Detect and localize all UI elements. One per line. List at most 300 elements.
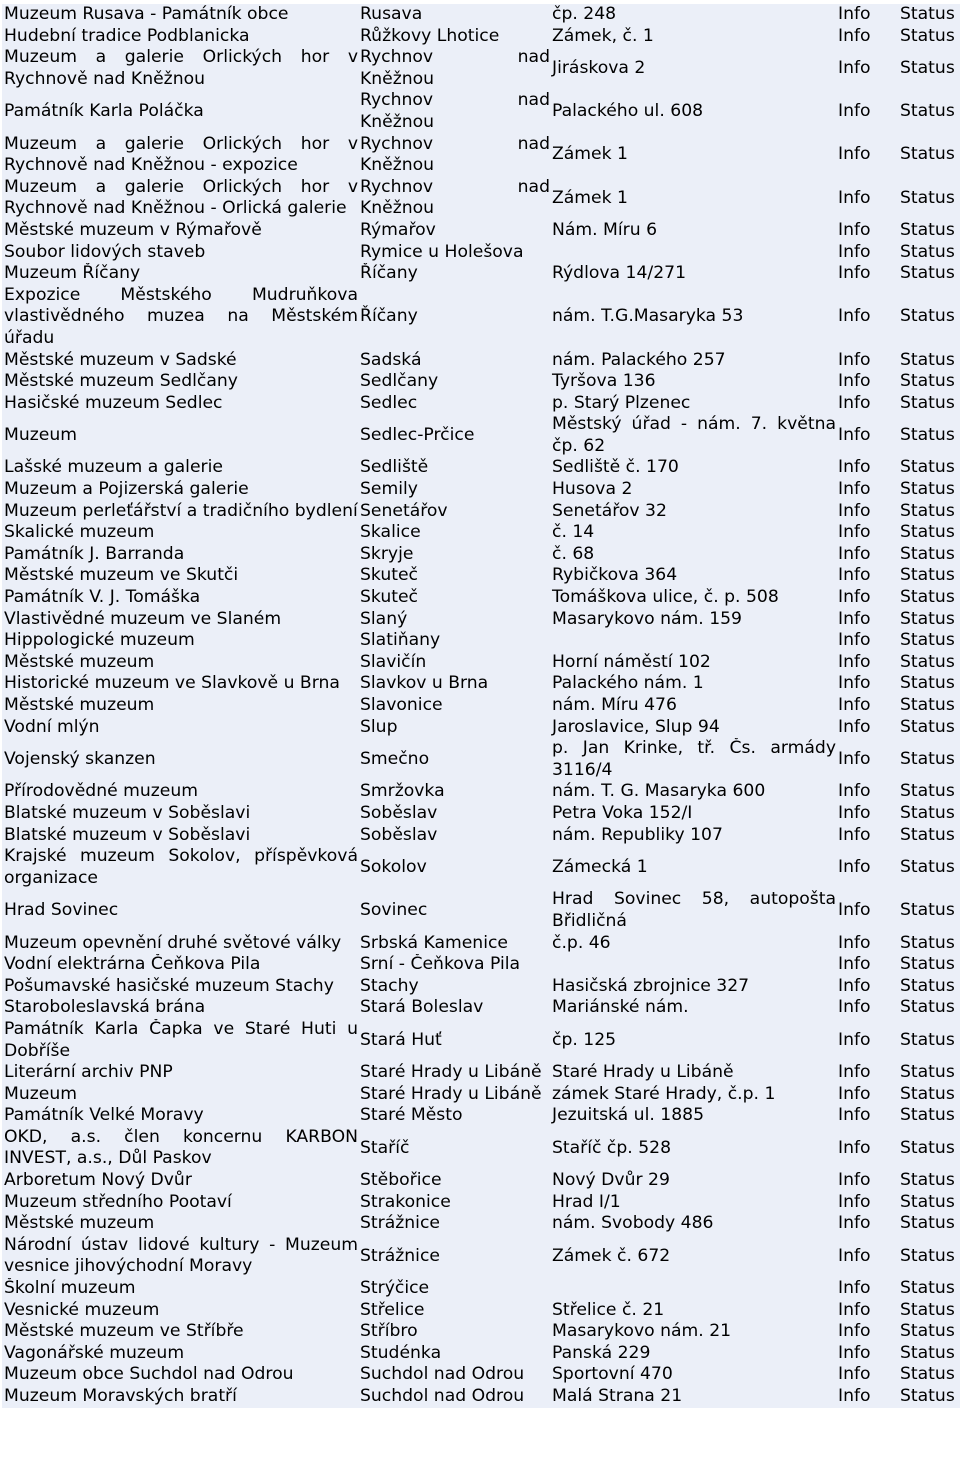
museum-city: Strýčice — [358, 1278, 550, 1300]
status-link[interactable]: Status — [898, 565, 960, 587]
status-link[interactable]: Status — [898, 1019, 960, 1062]
info-link[interactable]: Info — [836, 609, 898, 631]
status-link[interactable]: Status — [898, 717, 960, 739]
info-link[interactable]: Info — [836, 976, 898, 998]
table-row — [2, 889, 960, 932]
museum-name: Vagonářské muzeum — [2, 1343, 358, 1365]
museum-address: Malá Strana 21 — [550, 1386, 836, 1408]
museum-name: Literární archiv PNP — [2, 1062, 358, 1084]
museum-address: Zámecká 1 — [550, 846, 836, 889]
museum-name: Muzeum Říčany — [2, 263, 358, 285]
museum-address: Jiráskova 2 — [550, 47, 836, 90]
table-row — [2, 1170, 960, 1192]
status-link[interactable]: Status — [898, 522, 960, 544]
museum-city: Rymice u Holešova — [358, 242, 550, 264]
museum-address: Sportovní 470 — [550, 1364, 836, 1386]
museum-name: Muzeum Moravských bratří — [2, 1386, 358, 1408]
museum-city: Smržovka — [358, 781, 550, 803]
table-row — [2, 263, 960, 285]
museum-city: Slup — [358, 717, 550, 739]
museum-address: nám. Republiky 107 — [550, 825, 836, 847]
info-link[interactable]: Info — [836, 825, 898, 847]
museum-city: Říčany — [358, 263, 550, 285]
museum-city: Růžkovy Lhotice — [358, 26, 550, 48]
museum-address: Rýdlova 14/271 — [550, 263, 836, 285]
museum-address — [550, 242, 836, 264]
table-row — [2, 414, 960, 457]
info-link[interactable]: Info — [836, 1105, 898, 1127]
museum-name: Muzeum středního Pootaví — [2, 1192, 358, 1214]
museum-address: nám. Míru 476 — [550, 695, 836, 717]
info-link[interactable]: Info — [836, 781, 898, 803]
museum-address: Zámek 1 — [550, 177, 836, 220]
museum-address: Masarykovo nám. 21 — [550, 1321, 836, 1343]
museum-city: Sedlec — [358, 393, 550, 415]
table-row — [2, 1019, 960, 1062]
museum-address: Palackého ul. 608 — [550, 90, 836, 133]
museum-name: Vlastivědné muzeum ve Slaném — [2, 609, 358, 631]
table-row — [2, 1321, 960, 1343]
table-row — [2, 26, 960, 48]
museum-city: Stříbro — [358, 1321, 550, 1343]
museum-city: Slavonice — [358, 695, 550, 717]
museum-name: Lašské muzeum a galerie — [2, 457, 358, 479]
museum-name: Městské muzeum ve Stříbře — [2, 1321, 358, 1343]
museum-address: č. 68 — [550, 544, 836, 566]
museum-name: Městské muzeum — [2, 695, 358, 717]
table-row — [2, 522, 960, 544]
museum-address: Senetářov 32 — [550, 501, 836, 523]
museum-name: Městské muzeum ve Skutči — [2, 565, 358, 587]
status-link[interactable]: Status — [898, 1062, 960, 1084]
museum-city: Sokolov — [358, 846, 550, 889]
table-row — [2, 1300, 960, 1322]
table-row — [2, 1127, 960, 1170]
table-row — [2, 1364, 960, 1386]
table-row — [2, 371, 960, 393]
status-link[interactable]: Status — [898, 630, 960, 652]
status-link[interactable]: Status — [898, 26, 960, 48]
table-row — [2, 1386, 960, 1408]
museum-name: Hasičské muzeum Sedlec — [2, 393, 358, 415]
table-row — [2, 90, 960, 133]
museum-city: Rychnov nad Kněžnou — [360, 90, 550, 132]
museum-name: Historické muzeum ve Slavkově u Brna — [2, 673, 358, 695]
table-row — [2, 1235, 960, 1278]
status-link[interactable]: Status — [898, 220, 960, 242]
status-link[interactable]: Status — [898, 1364, 960, 1386]
info-link[interactable]: Info — [836, 1192, 898, 1214]
museum-city: Staré Město — [358, 1105, 550, 1127]
status-link[interactable]: Status — [898, 1213, 960, 1235]
museum-city: Skalice — [358, 522, 550, 544]
museum-address: Tyršova 136 — [550, 371, 836, 393]
table-row — [2, 695, 960, 717]
museum-address: nám. Palackého 257 — [550, 350, 836, 372]
table-row — [2, 177, 960, 220]
status-link[interactable]: Status — [898, 1105, 960, 1127]
info-link[interactable]: Info — [836, 1386, 898, 1408]
museum-address: p. Starý Plzenec — [550, 393, 836, 415]
museum-name: Vodní mlýn — [2, 717, 358, 739]
status-link[interactable]: Status — [898, 1170, 960, 1192]
museum-address: Sedliště č. 170 — [550, 457, 836, 479]
info-link[interactable]: Info — [836, 587, 898, 609]
info-link[interactable]: Info — [836, 1300, 898, 1322]
info-link[interactable]: Info — [836, 1170, 898, 1192]
status-link[interactable]: Status — [898, 1084, 960, 1106]
status-link[interactable]: Status — [898, 47, 960, 90]
table-row — [2, 825, 960, 847]
museum-city: Suchdol nad Odrou — [358, 1386, 550, 1408]
museum-name: Arboretum Nový Dvůr — [2, 1170, 358, 1192]
museum-address: Hrad Sovinec 58, autopošta Břidličná — [552, 889, 836, 931]
table-row — [2, 803, 960, 825]
museum-address: Staříč čp. 528 — [550, 1127, 836, 1170]
table-row — [2, 997, 960, 1019]
info-link[interactable]: Info — [836, 738, 898, 781]
status-link[interactable]: Status — [898, 933, 960, 955]
status-link[interactable]: Status — [898, 457, 960, 479]
museum-address: Hasičská zbrojnice 327 — [550, 976, 836, 998]
museum-address — [550, 630, 836, 652]
museum-address: Horní náměstí 102 — [550, 652, 836, 674]
table-row — [2, 242, 960, 264]
museum-address: Tomáškova ulice, č. p. 508 — [550, 587, 836, 609]
table-row — [2, 220, 960, 242]
museum-city: Skuteč — [358, 565, 550, 587]
info-link[interactable]: Info — [836, 1127, 898, 1170]
table-row — [2, 1062, 960, 1084]
museum-address: č.p. 46 — [550, 933, 836, 955]
status-link[interactable]: Status — [898, 479, 960, 501]
status-link[interactable]: Status — [898, 1235, 960, 1278]
museum-name: Muzeum a galerie Orlických hor v Rychnově nad Kněžnou - Orlická galerie — [4, 176, 358, 219]
museum-address: Zámek č. 672 — [550, 1235, 836, 1278]
status-link[interactable]: Status — [898, 501, 960, 523]
museum-name: Muzeum — [2, 414, 358, 457]
museum-name: Školní muzeum — [2, 1278, 358, 1300]
museum-city: Rusava — [358, 4, 550, 26]
museum-city: Suchdol nad Odrou — [358, 1364, 550, 1386]
museum-name: Přírodovědné muzeum — [2, 781, 358, 803]
museum-city: Senetářov — [358, 501, 550, 523]
status-link[interactable]: Status — [898, 781, 960, 803]
museum-name: Soubor lidových staveb — [2, 242, 358, 264]
museum-city: Strážnice — [358, 1235, 550, 1278]
status-link[interactable]: Status — [898, 1127, 960, 1170]
status-link[interactable]: Status — [898, 976, 960, 998]
museum-address: Panská 229 — [550, 1343, 836, 1365]
table-row — [2, 479, 960, 501]
info-link[interactable]: Info — [836, 350, 898, 372]
info-link[interactable]: Info — [836, 1019, 898, 1062]
museum-address: Zámek, č. 1 — [550, 26, 836, 48]
museum-name: Městské muzeum v Rýmařově — [2, 220, 358, 242]
museum-address: čp. 248 — [550, 4, 836, 26]
info-link[interactable]: Info — [836, 1062, 898, 1084]
museum-address: Jaroslavice, Slup 94 — [550, 717, 836, 739]
status-link[interactable]: Status — [898, 652, 960, 674]
info-link[interactable]: Info — [836, 393, 898, 415]
status-link[interactable]: Status — [898, 371, 960, 393]
status-link[interactable]: Status — [898, 954, 960, 976]
info-link[interactable]: Info — [836, 1278, 898, 1300]
info-link[interactable]: Info — [836, 933, 898, 955]
info-link[interactable]: Info — [836, 565, 898, 587]
museum-address: Jezuitská ul. 1885 — [550, 1105, 836, 1127]
museum-name: Blatské muzeum v Soběslavi — [2, 825, 358, 847]
table-row — [2, 1084, 960, 1106]
museum-address: čp. 125 — [550, 1019, 836, 1062]
museum-city: Stará Boleslav — [358, 997, 550, 1019]
table-row — [2, 134, 960, 177]
table-row — [2, 393, 960, 415]
museum-address: zámek Staré Hrady, č.p. 1 — [550, 1084, 836, 1106]
table-row — [2, 717, 960, 739]
status-link[interactable]: Status — [898, 1386, 960, 1408]
museum-city: Střelice — [358, 1300, 550, 1322]
museum-city: Stará Huť — [358, 1019, 550, 1062]
status-link[interactable]: Status — [898, 242, 960, 264]
museum-city: Rýmařov — [358, 220, 550, 242]
status-link[interactable]: Status — [898, 825, 960, 847]
museum-name: Památník V. J. Tomáška — [2, 587, 358, 609]
status-link[interactable]: Status — [898, 587, 960, 609]
info-link[interactable]: Info — [836, 285, 898, 350]
info-link[interactable]: Info — [836, 371, 898, 393]
table-row — [2, 285, 960, 350]
museum-name: Hrad Sovinec — [2, 889, 358, 932]
info-link[interactable]: Info — [836, 1235, 898, 1278]
museum-address: Městský úřad - nám. 7. května čp. 62 — [552, 414, 836, 456]
museum-name: Hudební tradice Podblanicka — [2, 26, 358, 48]
table-row — [2, 1278, 960, 1300]
museum-name: Památník Karla Čapka ve Staré Huti u Dobříše — [4, 1018, 358, 1061]
info-link[interactable]: Info — [836, 544, 898, 566]
info-link[interactable]: Info — [836, 134, 898, 177]
museum-name: Muzeum obce Suchdol nad Odrou — [2, 1364, 358, 1386]
status-link[interactable]: Status — [898, 997, 960, 1019]
info-link[interactable]: Info — [836, 242, 898, 264]
status-link[interactable]: Status — [898, 1321, 960, 1343]
museum-city: Smečno — [358, 738, 550, 781]
info-link[interactable]: Info — [836, 501, 898, 523]
table-row — [2, 1192, 960, 1214]
info-link[interactable]: Info — [836, 90, 898, 133]
status-link[interactable]: Status — [898, 1300, 960, 1322]
museum-address: nám. Svobody 486 — [550, 1213, 836, 1235]
info-link[interactable]: Info — [836, 4, 898, 26]
status-link[interactable]: Status — [898, 1192, 960, 1214]
info-link[interactable]: Info — [836, 522, 898, 544]
museum-address: Palackého nám. 1 — [550, 673, 836, 695]
museum-city: Sedlec-Prčice — [358, 414, 550, 457]
status-link[interactable]: Status — [898, 393, 960, 415]
museum-name: Památník Velké Moravy — [2, 1105, 358, 1127]
status-link[interactable]: Status — [898, 414, 960, 457]
museum-city: Srbská Kamenice — [358, 933, 550, 955]
status-link[interactable]: Status — [898, 609, 960, 631]
info-link[interactable]: Info — [836, 457, 898, 479]
museum-address: Střelice č. 21 — [550, 1300, 836, 1322]
info-link[interactable]: Info — [836, 997, 898, 1019]
table-row — [2, 544, 960, 566]
museum-city: Staříč — [358, 1127, 550, 1170]
info-link[interactable]: Info — [836, 803, 898, 825]
table-row — [2, 47, 960, 90]
info-link[interactable]: Info — [836, 954, 898, 976]
museum-city: Slavkov u Brna — [358, 673, 550, 695]
info-link[interactable]: Info — [836, 47, 898, 90]
info-link[interactable]: Info — [836, 1084, 898, 1106]
museum-name: Krajské muzeum Sokolov, příspěvková organizace — [4, 846, 358, 888]
status-link[interactable]: Status — [898, 350, 960, 372]
info-link[interactable]: Info — [836, 652, 898, 674]
info-link[interactable]: Info — [836, 414, 898, 457]
info-link[interactable]: Info — [836, 673, 898, 695]
museum-name: Blatské muzeum v Soběslavi — [2, 803, 358, 825]
status-link[interactable]: Status — [898, 889, 960, 932]
info-link[interactable]: Info — [836, 1321, 898, 1343]
museum-city: Staré Hrady u Libáně — [358, 1062, 550, 1084]
table-row — [2, 954, 960, 976]
museum-city: Sovinec — [358, 889, 550, 932]
museum-city: Stachy — [358, 976, 550, 998]
museum-name: Vesnické muzeum — [2, 1300, 358, 1322]
info-link[interactable]: Info — [836, 177, 898, 220]
museum-address: Hrad I/1 — [550, 1192, 836, 1214]
museum-name: Hippologické muzeum — [2, 630, 358, 652]
table-row — [2, 738, 960, 781]
info-link[interactable]: Info — [836, 26, 898, 48]
museum-address: Nový Dvůr 29 — [550, 1170, 836, 1192]
info-link[interactable]: Info — [836, 1364, 898, 1386]
museum-city: Sedliště — [358, 457, 550, 479]
museum-city: Srní - Čeňkova Pila — [358, 954, 550, 976]
info-link[interactable]: Info — [836, 1213, 898, 1235]
info-link[interactable]: Info — [836, 263, 898, 285]
status-link[interactable]: Status — [898, 803, 960, 825]
museum-name: Národní ústav lidové kultury - Muzeum vesnice jihovýchodní Moravy — [4, 1234, 358, 1277]
museum-name: Městské muzeum — [2, 1213, 358, 1235]
museum-name: Staroboleslavská brána — [2, 997, 358, 1019]
museum-address: č. 14 — [550, 522, 836, 544]
museum-name: Městské muzeum Sedlčany — [2, 371, 358, 393]
status-link[interactable]: Status — [898, 1343, 960, 1365]
info-link[interactable]: Info — [836, 479, 898, 501]
info-link[interactable]: Info — [836, 1343, 898, 1365]
status-link[interactable]: Status — [898, 695, 960, 717]
info-link[interactable]: Info — [836, 846, 898, 889]
museum-city: Strakonice — [358, 1192, 550, 1214]
museum-city: Semily — [358, 479, 550, 501]
museum-city: Soběslav — [358, 825, 550, 847]
status-link[interactable]: Status — [898, 544, 960, 566]
museum-name: Skalické muzeum — [2, 522, 358, 544]
museum-address: Zámek 1 — [550, 134, 836, 177]
museum-address: Husova 2 — [550, 479, 836, 501]
table-row — [2, 609, 960, 631]
museum-city: Slatiňany — [358, 630, 550, 652]
info-link[interactable]: Info — [836, 630, 898, 652]
table-row — [2, 673, 960, 695]
info-link[interactable]: Info — [836, 717, 898, 739]
table-row — [2, 501, 960, 523]
status-link[interactable]: Status — [898, 738, 960, 781]
table-row — [2, 587, 960, 609]
table-row — [2, 1105, 960, 1127]
status-link[interactable]: Status — [898, 1278, 960, 1300]
status-link[interactable]: Status — [898, 4, 960, 26]
museum-name: Památník Karla Poláčka — [2, 90, 358, 133]
museum-address: nám. T. G. Masaryka 600 — [550, 781, 836, 803]
museum-address: p. Jan Krinke, tř. Čs. armády 3116/4 — [552, 738, 836, 780]
table-row — [2, 630, 960, 652]
museum-table — [2, 4, 960, 1408]
museum-name: Muzeum a Pojizerská galerie — [2, 479, 358, 501]
museum-city: Skuteč — [358, 587, 550, 609]
info-link[interactable]: Info — [836, 220, 898, 242]
info-link[interactable]: Info — [836, 695, 898, 717]
museum-table-body — [2, 4, 960, 1408]
museum-city: Strážnice — [358, 1213, 550, 1235]
museum-name: OKD, a.s. člen koncernu KARBON INVEST, a.s., Důl Paskov — [4, 1126, 358, 1169]
museum-name: Muzeum Rusava - Památník obce — [2, 4, 358, 26]
status-link[interactable]: Status — [898, 285, 960, 350]
museum-name: Muzeum perleťářství a tradičního bydlení — [4, 500, 358, 521]
table-row — [2, 457, 960, 479]
museum-address: Staré Hrady u Libáně — [550, 1062, 836, 1084]
status-link[interactable]: Status — [898, 90, 960, 133]
status-link[interactable]: Status — [898, 673, 960, 695]
museum-city: Sadská — [358, 350, 550, 372]
table-row — [2, 652, 960, 674]
status-link[interactable]: Status — [898, 846, 960, 889]
table-row — [2, 565, 960, 587]
museum-city: Slaný — [358, 609, 550, 631]
museum-name: Muzeum — [2, 1084, 358, 1106]
status-link[interactable]: Status — [898, 263, 960, 285]
museum-address: Petra Voka 152/I — [550, 803, 836, 825]
museum-name: Památník J. Barranda — [2, 544, 358, 566]
museum-address — [550, 954, 836, 976]
table-row — [2, 781, 960, 803]
table-row — [2, 1213, 960, 1235]
museum-city: Staré Hrady u Libáně — [358, 1084, 550, 1106]
museum-address: Mariánské nám. — [550, 997, 836, 1019]
museum-city: Stěbořice — [358, 1170, 550, 1192]
museum-name: Vojenský skanzen — [2, 738, 358, 781]
info-link[interactable]: Info — [836, 889, 898, 932]
museum-name: Městské muzeum v Sadské — [2, 350, 358, 372]
museum-city: Slavičín — [358, 652, 550, 674]
status-link[interactable]: Status — [898, 177, 960, 220]
museum-city: Skryje — [358, 544, 550, 566]
table-row — [2, 1343, 960, 1365]
museum-address — [550, 1278, 836, 1300]
status-link[interactable]: Status — [898, 134, 960, 177]
table-row — [2, 350, 960, 372]
table-row — [2, 4, 960, 26]
museum-address: Masarykovo nám. 159 — [550, 609, 836, 631]
museum-address: Nám. Míru 6 — [550, 220, 836, 242]
table-row — [2, 846, 960, 889]
museum-city: Studénka — [358, 1343, 550, 1365]
museum-name: Muzeum opevnění druhé světové války — [2, 933, 358, 955]
museum-address: nám. T.G.Masaryka 53 — [550, 285, 836, 350]
table-row — [2, 933, 960, 955]
